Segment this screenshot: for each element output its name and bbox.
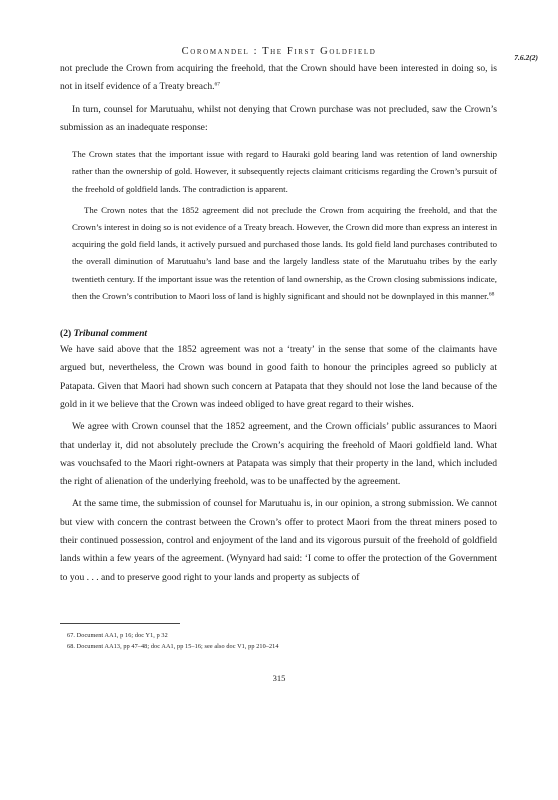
paragraph-tribunal-1: We have said above that the 1852 agreement was not a ‘treaty’ in the sense that some of the claimants have argued but, nevertheless, the Crown was bound in good faith to honour the principles agreed so publicly at Patapata. Given that Maori had shown such concern at Patapata that they should not lose the land because of the gold in it we believe that the Crown was indeed obliged to have great regard to their wishes. [60,344,497,410]
footnote-ref-67[interactable]: 67 [214,81,221,88]
footnote-67: 67. Document AA1, p 16; doc Y1, p 32 [67,632,168,639]
paragraph-counsel-marutuahu: In turn, counsel for Marutuahu, whilst not denying that Crown purchase was not precluded, saw the Crown’s submission as an inadequate response: [60,103,497,133]
paragraph-text: not preclude the Crown from acquiring the freehold, that the Crown should have been interested in doing so, is not in itself evidence of a Treaty breach. [60,63,497,93]
heading-title: Tribunal comment [73,328,148,340]
footnote-divider [60,623,180,624]
body-text [60,60,497,591]
block-quote [72,146,497,305]
paragraph-continuation [60,60,497,97]
heading-number: (2) [60,328,72,340]
footnote-68: 68. Document AA13, pp 47–48; doc AA1, pp 15–16; see also doc V1, pp 210–214 [67,643,279,650]
quote-text: The Crown notes that the 1852 agreement did not preclude the Crown from acquiring the freehold, and that the Crown’s interest in doing so is not evidence of a Treaty breach. However, the Crown did more than express an interest in acquiring the gold field lands, it actively pursued and purchased those lands. Its gold field land purchases contributed to the overall diminution of Marutuahu’s land base and the largely landless state of the Marutuahu tribes by the early twentieth century. If the important issue was the retention of land ownership, as the Crown closing submissions indicate, then the Crown’s contribution to Maori loss of land is highly significant and should not be downplayed in this manner. [72,204,497,301]
quote-paragraph-1: The Crown states that the important issue with regard to Hauraki gold bearing land was retention of land ownership rather than the ownership of gold. However, it subsequently rejects claimant criticisms regarding the Crown’s pursuit of the freehold of goldfield lands. The contradiction is apparent. [72,149,497,194]
section-reference: 7.6.2(2) [514,53,538,62]
footnotes [67,630,279,652]
footnote-ref-68[interactable]: 68 [488,291,495,298]
quote-paragraph-2 [72,202,497,305]
running-head: Coromandel : The First Goldfield [181,46,377,57]
paragraph-tribunal-3: At the same time, the submission of counsel for Marutuahu is, in our opinion, a strong submission. We cannot but view with concern the contrast between the Crown’s offer to protect Maori from the threat miners posed to their continued possession, control and enjoyment of the land and its vigorous pursuit of the freehold of goldfield lands within a few years of the agreement. (Wynyard had said: ‘I come to offer the protection of the Government to you . . . and to preserve good right to your lands and property as subjects of [60,498,497,583]
section-heading [60,327,497,341]
page-number: 315 [272,673,286,683]
paragraph-tribunal-2: We agree with Crown counsel that the 1852 agreement, and the Crown officials’ public assurances to Maori that underlay it, did not absolutely preclude the Crown’s acquiring the freehold of Maori goldfield land. What was vouchsafed to the Maori right-owners at Patapata was simply that their property in the land, which included the right of alienation of the underlying freehold, was to be unaffected by the agreement. [60,421,497,488]
